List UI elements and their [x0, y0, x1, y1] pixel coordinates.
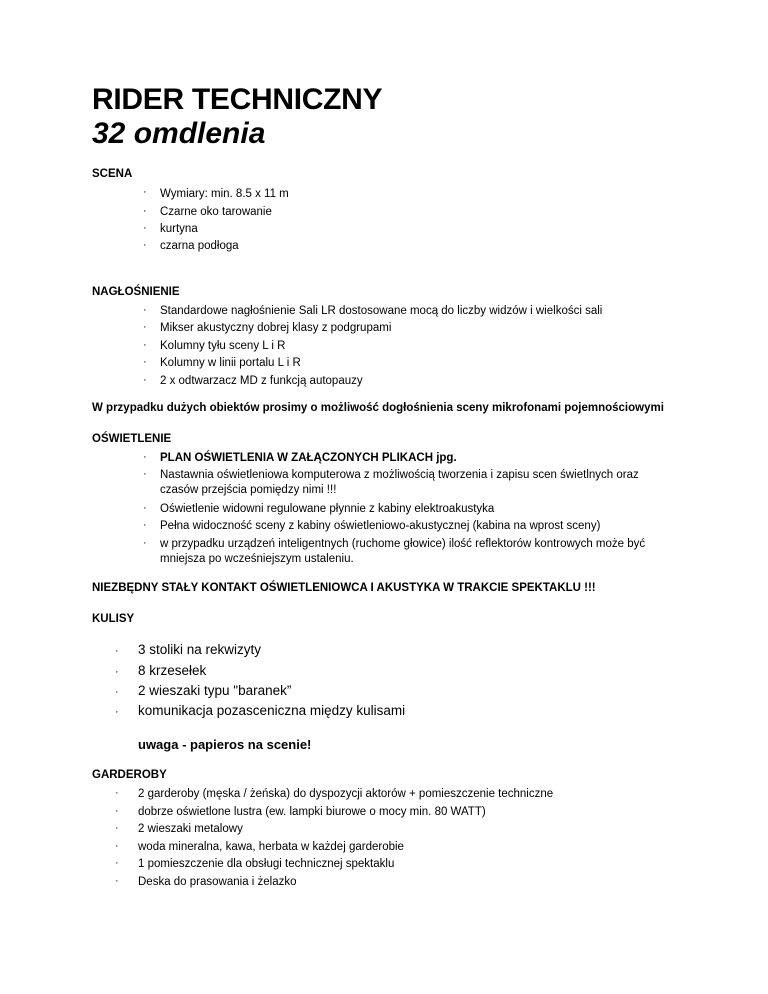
- section-heading-scena: SCENA: [92, 168, 133, 180]
- list-item: Kolumny w linii portalu L i R: [160, 357, 301, 369]
- bullet-icon: ·: [143, 519, 147, 531]
- list-item: czarna podłoga: [160, 240, 239, 252]
- note-naglosnienie: W przypadku dużych obiektów prosimy o możliwość dogłośnienia sceny mikrofonami pojemnościowymi: [92, 402, 664, 414]
- note-oswietlenie: NIEZBĘDNY STAŁY KONTAKT OŚWIETLENIOWCA I AKUSTYKA W TRAKCIE SPEKTAKLU !!!: [92, 582, 596, 594]
- bullet-icon: ·: [143, 537, 147, 549]
- section-heading-naglosnienie: NAGŁOŚNIENIE: [92, 286, 180, 298]
- bullet-icon: ·: [115, 822, 119, 834]
- bullet-icon: ·: [143, 339, 147, 351]
- bullet-icon: ·: [115, 686, 119, 698]
- list-item: w przypadku urządzeń inteligentnych (ruchome głowice) ilość reflektorów kontrowych może być: [160, 538, 646, 550]
- list-item: Nastawnia oświetleniowa komputerowa z możliwością tworzenia i zapisu scen świetlnych oraz: [160, 469, 639, 481]
- bullet-icon: ·: [115, 857, 119, 869]
- section-heading-garderoby: GARDEROBY: [92, 769, 167, 781]
- list-item: 2 wieszaki metalowy: [138, 823, 243, 835]
- list-item: woda mineralna, kawa, herbata w każdej garderobie: [138, 841, 404, 853]
- section-heading-oswietlenie: OŚWIETLENIE: [92, 433, 172, 445]
- bullet-icon: ·: [143, 321, 147, 333]
- bullet-icon: ·: [115, 787, 119, 799]
- note-kulisy: uwaga - papieros na scenie!: [138, 737, 312, 752]
- document-subtitle: 32 omdlenia: [92, 117, 266, 150]
- list-item: Kolumny tyłu sceny L i R: [160, 340, 286, 352]
- list-item: 8 krzesełek: [138, 663, 207, 678]
- list-item: 3 stoliki na rekwizyty: [138, 642, 262, 657]
- bullet-icon: ·: [143, 222, 147, 234]
- list-item: Pełna widoczność sceny z kabiny oświetleniowo-akustycznej (kabina na wprost sceny): [160, 520, 601, 532]
- section-heading-kulisy: KULISY: [92, 613, 135, 625]
- bullet-icon: ·: [143, 374, 147, 386]
- bullet-icon: ·: [143, 186, 147, 198]
- bullet-icon: ·: [115, 706, 119, 718]
- list-item: Standardowe nagłośnienie Sali LR dostosowane mocą do liczby widzów i wielkości sali: [160, 305, 603, 317]
- document-title: RIDER TECHNICZNY: [92, 83, 383, 116]
- bullet-icon: ·: [143, 502, 147, 514]
- bullet-icon: ·: [115, 645, 119, 657]
- list-item: dobrze oświetlone lustra (ew. lampki biurowe o mocy min. 80 WATT): [138, 806, 486, 818]
- bullet-icon: ·: [143, 205, 147, 217]
- list-item: Wymiary: min. 8.5 x 11 m: [160, 188, 289, 200]
- list-item: kurtyna: [160, 223, 198, 235]
- list-item: Deska do prasowania i żelazko: [138, 876, 297, 888]
- list-item: komunikacja pozasceniczna między kulisami: [138, 703, 406, 718]
- bullet-icon: ·: [143, 304, 147, 316]
- bullet-icon: ·: [143, 451, 147, 463]
- bullet-icon: ·: [115, 666, 119, 678]
- list-item: 1 pomieszczenie dla obsługi technicznej spektaklu: [138, 858, 395, 870]
- bullet-icon: ·: [115, 840, 119, 852]
- list-item: 2 garderoby (męska / żeńska) do dyspozycji aktorów + pomieszczenie techniczne: [138, 788, 554, 800]
- list-item: Czarne oko tarowanie: [160, 206, 272, 218]
- list-item: PLAN OŚWIETLENIA W ZAŁĄCZONYCH PLIKACH jpg.: [160, 452, 457, 464]
- bullet-icon: ·: [143, 356, 147, 368]
- list-item: 2 wieszaki typu "baranek”: [138, 683, 292, 698]
- bullet-icon: ·: [143, 468, 147, 480]
- list-item-continuation: czasów przejścia pomiędzy nimi !!!: [160, 484, 337, 496]
- list-item: Oświetlenie widowni regulowane płynnie z kabiny elektroakustyka: [160, 503, 495, 515]
- list-item-continuation: mniejsza po wcześniejszym ustaleniu.: [160, 553, 354, 565]
- bullet-icon: ·: [115, 805, 119, 817]
- bullet-icon: ·: [143, 239, 147, 251]
- list-item: 2 x odtwarzacz MD z funkcją autopauzy: [160, 375, 363, 387]
- bullet-icon: ·: [115, 875, 119, 887]
- list-item: Mikser akustyczny dobrej klasy z podgrupami: [160, 322, 392, 334]
